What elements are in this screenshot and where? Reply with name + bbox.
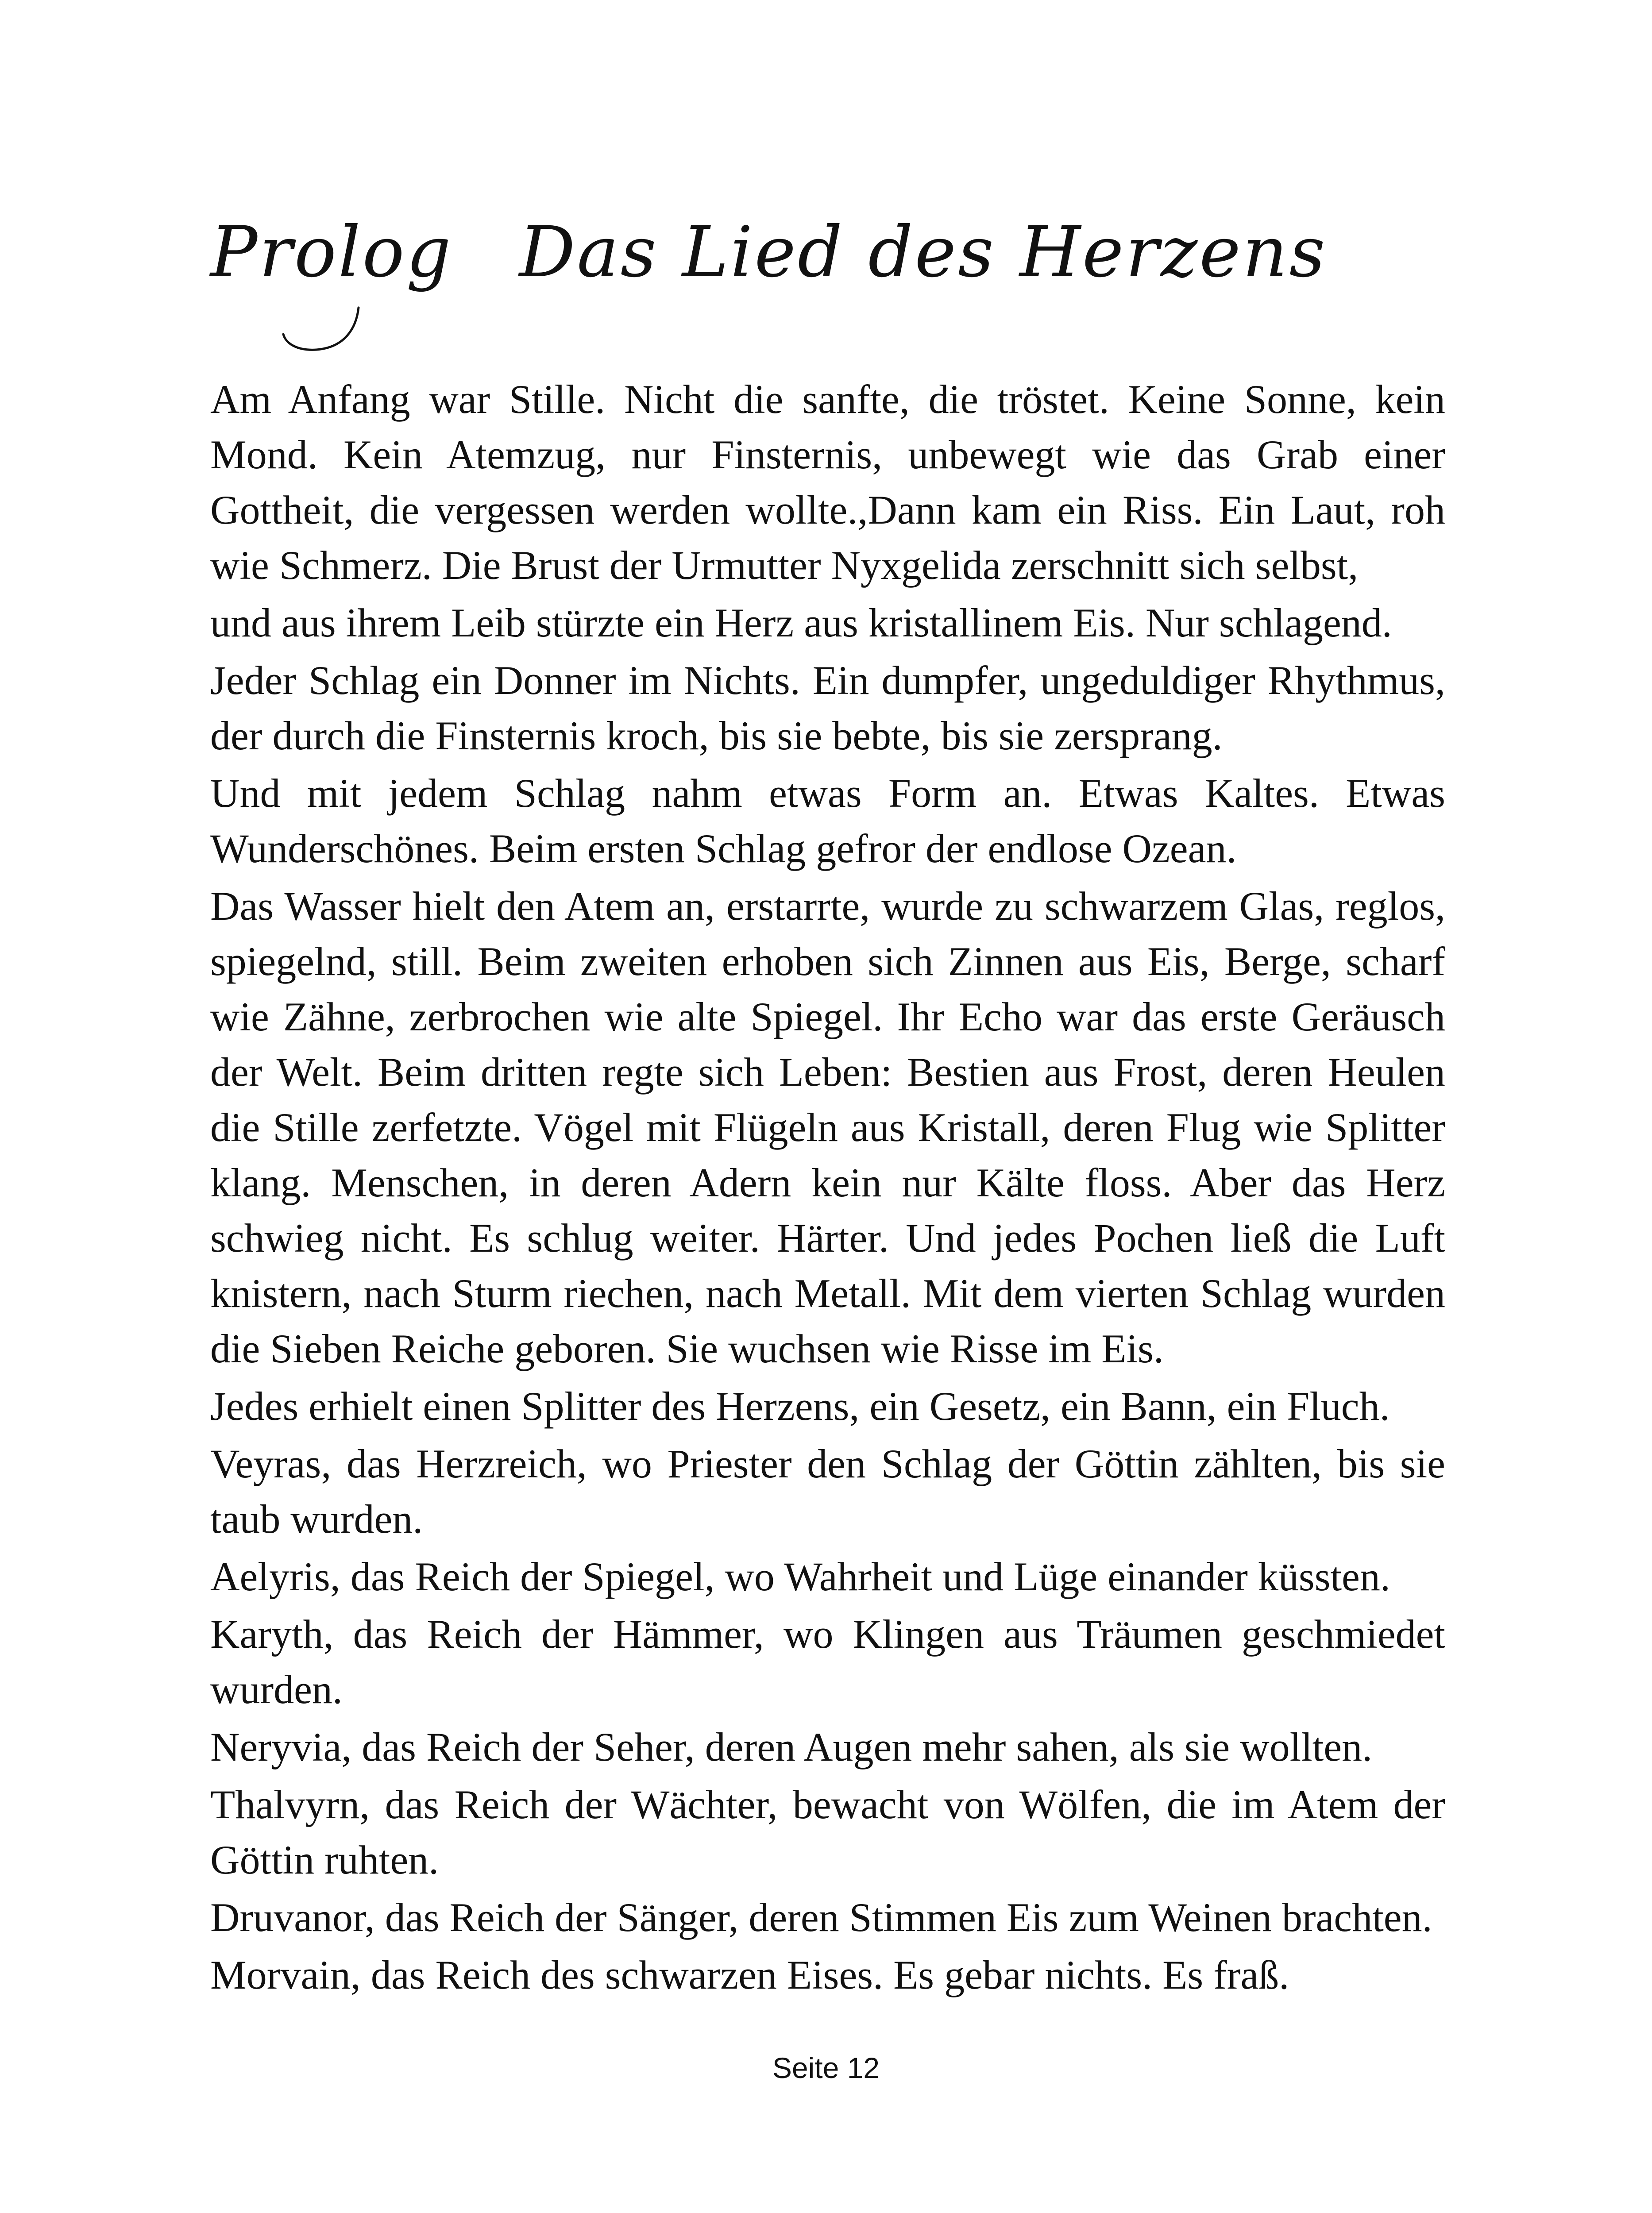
prologue-text: [210, 372, 1445, 2003]
heading-flourish-ornament: [274, 305, 363, 354]
paragraph: Jedes erhielt einen Splitter des Herzens, ein Gesetz, ein Bann, ein Fluch.: [210, 1384, 1390, 1429]
paragraph: Veyras, das Herzreich, wo Priester den Schlag der Göttin zählten, bis sie taub wurden.: [210, 1441, 1445, 1542]
paragraph: Thalvyrn, das Reich der Wächter, bewacht von Wölfen, die im Atem der Göttin ruhten.: [210, 1782, 1445, 1882]
paragraph: Am Anfang war Stille. Nicht die sanfte, die tröstet. Keine Sonne, kein Mond. Kein Atemzug, nur Finsternis, unbewegt wie das Grab einer Gottheit, die vergessen werden wollte.,Dann kam ein Riss. Ein Laut, roh wie Schmerz. Die Brust der Urmutter Nyxgelida zerschnitt sich selbst,: [210, 377, 1445, 588]
chapter-title: Das Lied des Herzens: [519, 212, 1327, 293]
paragraph: Neryvia, das Reich der Seher, deren Augen mehr sahen, als sie wollten.: [210, 1724, 1373, 1770]
paragraph: Und mit jedem Schlag nahm etwas Form an. Etwas Kaltes. Etwas Wunderschönes. Beim ersten Schlag gefror der endlose Ozean.: [210, 771, 1445, 871]
paragraph: Aelyris, das Reich der Spiegel, wo Wahrheit und Lüge einander küssten.: [210, 1554, 1390, 1599]
page-number: Seite 12: [772, 2051, 880, 2084]
paragraph: und aus ihrem Leib stürzte ein Herz aus kristallinem Eis. Nur schlagend.: [210, 600, 1392, 645]
paragraph: Druvanor, das Reich der Sänger, deren Stimmen Eis zum Weinen brachten.: [210, 1895, 1432, 1940]
chapter-heading: [210, 208, 1450, 354]
chapter-label: Prolog: [210, 212, 453, 293]
paragraph: Jeder Schlag ein Donner im Nichts. Ein dumpfer, ungeduldiger Rhythmus, der durch die Finsternis kroch, bis sie bebte, bis sie zersprang.: [210, 658, 1445, 758]
paragraph: Das Wasser hielt den Atem an, erstarrte, wurde zu schwarzem Glas, reglos, spiegelnd, still. Beim zweiten erhoben sich Zinnen aus Eis, Berge, scharf wie Zähne, zerbrochen wie alte Spiegel. Ihr Echo war das erste Geräusch der Welt. Beim dritten regte sich Leben: Bestien aus Frost, deren Heulen die Stille zerfetzte. Vögel mit Flügeln aus Kristall, deren Flug wie Splitter klang. Menschen, in deren Adern kein nur Kälte floss. Aber das Herz schwieg nicht. Es schlug weiter. Härter. Und jedes Pochen ließ die Luft knistern, nach Sturm riechen, nach Metall. Mit dem vierten Schlag wurden die Sieben Reiche geboren. Sie wuchsen wie Risse im Eis.: [210, 883, 1445, 1371]
paragraph: Morvain, das Reich des schwarzen Eises. Es gebar nichts. Es fraß.: [210, 1952, 1289, 1997]
paragraph: Karyth, das Reich der Hämmer, wo Klingen aus Träumen geschmiedet wurden.: [210, 1612, 1445, 1712]
